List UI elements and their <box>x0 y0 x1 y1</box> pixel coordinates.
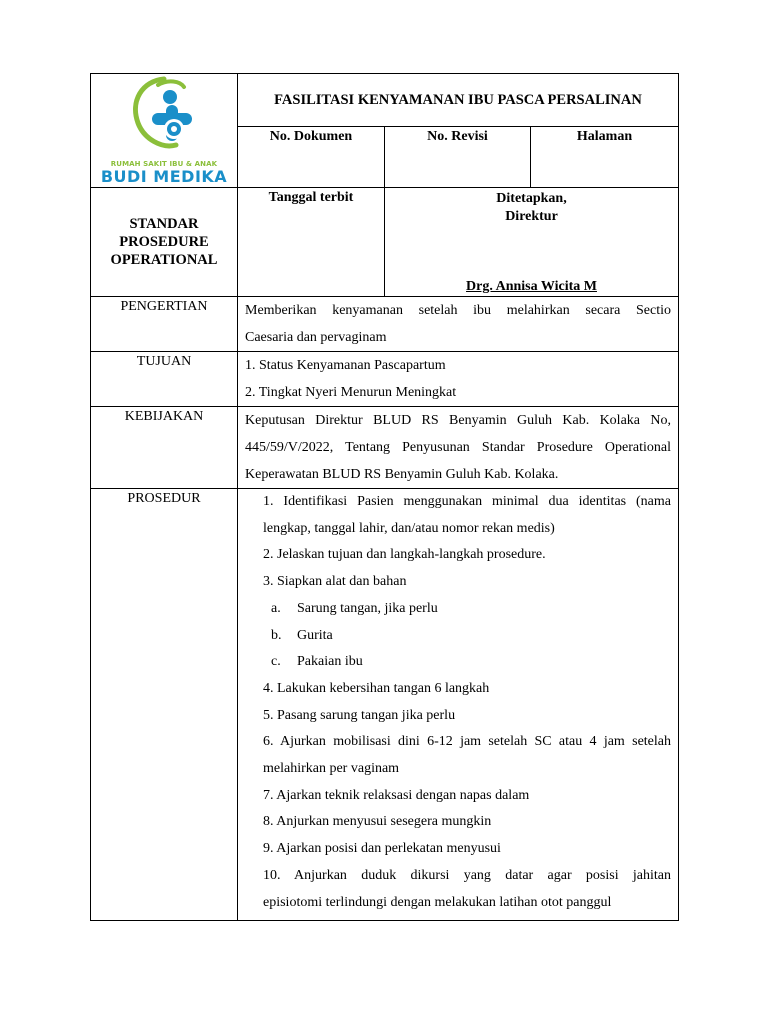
prosedur-step: lengkap, tanggal lahir, dan/atau nomor rekan medis) <box>263 520 555 536</box>
prosedur-step: 10. Anjurkan duduk dikursi yang datar agar posisi jahitan <box>263 867 671 883</box>
kebijakan-line2: 445/59/V/2022, Tentang Penyusunan Standar Prosedure Operational <box>245 440 671 455</box>
approval-cell <box>385 188 679 297</box>
sub-item-letter: c. <box>271 654 281 670</box>
hospital-logo-cell <box>91 74 238 188</box>
hospital-logo <box>101 75 227 185</box>
prosedur-step: melahirkan per vaginam <box>263 761 400 777</box>
logo-name: BUDI MEDIKA <box>100 166 228 186</box>
direktur-label: Direktur <box>505 209 558 224</box>
prosedur-step: 4. Lakukan kebersihan tangan 6 langkah <box>263 680 490 696</box>
tanggal-terbit: Tanggal terbit <box>238 188 385 297</box>
pengertian-label: PENGERTIAN <box>91 297 238 352</box>
tujuan-label: TUJUAN <box>91 352 238 407</box>
prosedur-label: PROSEDUR <box>91 489 238 921</box>
prosedur-step: 5. Pasang sarung tangan jika perlu <box>263 707 456 723</box>
prosedur-sub-item <box>263 623 671 650</box>
tujuan-item: 2. Tingkat Nyeri Menurun Meningkat <box>245 385 457 400</box>
sop-label-line1: STANDAR <box>129 216 199 232</box>
prosedur-sub-item <box>263 649 671 676</box>
kebijakan-line1: Keputusan Direktur BLUD RS Benyamin Guluh Kab. Kolaka No, <box>245 413 671 428</box>
no-dokumen-header: No. Dokumen <box>238 127 385 188</box>
prosedur-step: 9. Ajarkan posisi dan perlekatan menyusui <box>263 841 501 857</box>
document-title: FASILITASI KENYAMANAN IBU PASCA PERSALINAN <box>238 74 679 127</box>
prosedur-step: episiotomi terlindungi dengan melakukan latihan otot panggul <box>263 894 612 910</box>
kebijakan-content <box>238 407 679 489</box>
prosedur-step: 8. Anjurkan menyusui sesegera mungkin <box>263 814 492 830</box>
sop-label-line3: OPERATIONAL <box>110 252 218 268</box>
sop-document-table <box>90 73 679 921</box>
sub-item-letter: b. <box>271 627 282 643</box>
sop-label <box>91 188 238 297</box>
ditetapkan-label: Ditetapkan, <box>496 191 567 206</box>
kebijakan-line3: Keperawatan BLUD RS Benyamin Guluh Kab. Kolaka. <box>245 467 559 482</box>
kebijakan-label: KEBIJAKAN <box>91 407 238 489</box>
prosedur-step: 6. Ajurkan mobilisasi dini 6-12 jam setelah SC atau 4 jam setelah <box>263 734 671 750</box>
prosedur-step: 7. Ajarkan teknik relaksasi dengan napas dalam <box>263 787 530 803</box>
prosedur-step: 3. Siapkan alat dan bahan <box>263 574 407 590</box>
prosedur-step: 1. Identifikasi Pasien menggunakan minimal dua identitas (nama <box>263 494 671 509</box>
director-name: Drg. Annisa Wicita M <box>466 279 597 294</box>
sub-item-text: Sarung tangan, jika perlu <box>297 600 438 616</box>
pengertian-content <box>238 297 679 352</box>
halaman-header: Halaman <box>531 127 679 188</box>
prosedur-sub-item <box>263 596 671 623</box>
sub-item-letter: a. <box>271 600 281 616</box>
mother-baby-logo-icon <box>124 75 204 155</box>
pengertian-line2: Caesaria dan pervaginam <box>245 330 387 345</box>
tujuan-item: 1. Status Kenyamanan Pascapartum <box>245 358 446 373</box>
sub-item-text: Gurita <box>297 627 333 643</box>
prosedur-content <box>238 489 679 921</box>
pengertian-line1: Memberikan kenyamanan setelah ibu melahirkan secara Sectio <box>245 303 671 318</box>
no-revisi-header: No. Revisi <box>385 127 531 188</box>
sub-item-text: Pakaian ibu <box>297 654 363 670</box>
logo-subtitle: RUMAH SAKIT IBU & ANAK <box>110 159 218 168</box>
tujuan-content <box>238 352 679 407</box>
prosedur-step: 2. Jelaskan tujuan dan langkah-langkah prosedure. <box>263 547 546 563</box>
sop-label-line2: PROSEDURE <box>119 234 209 250</box>
